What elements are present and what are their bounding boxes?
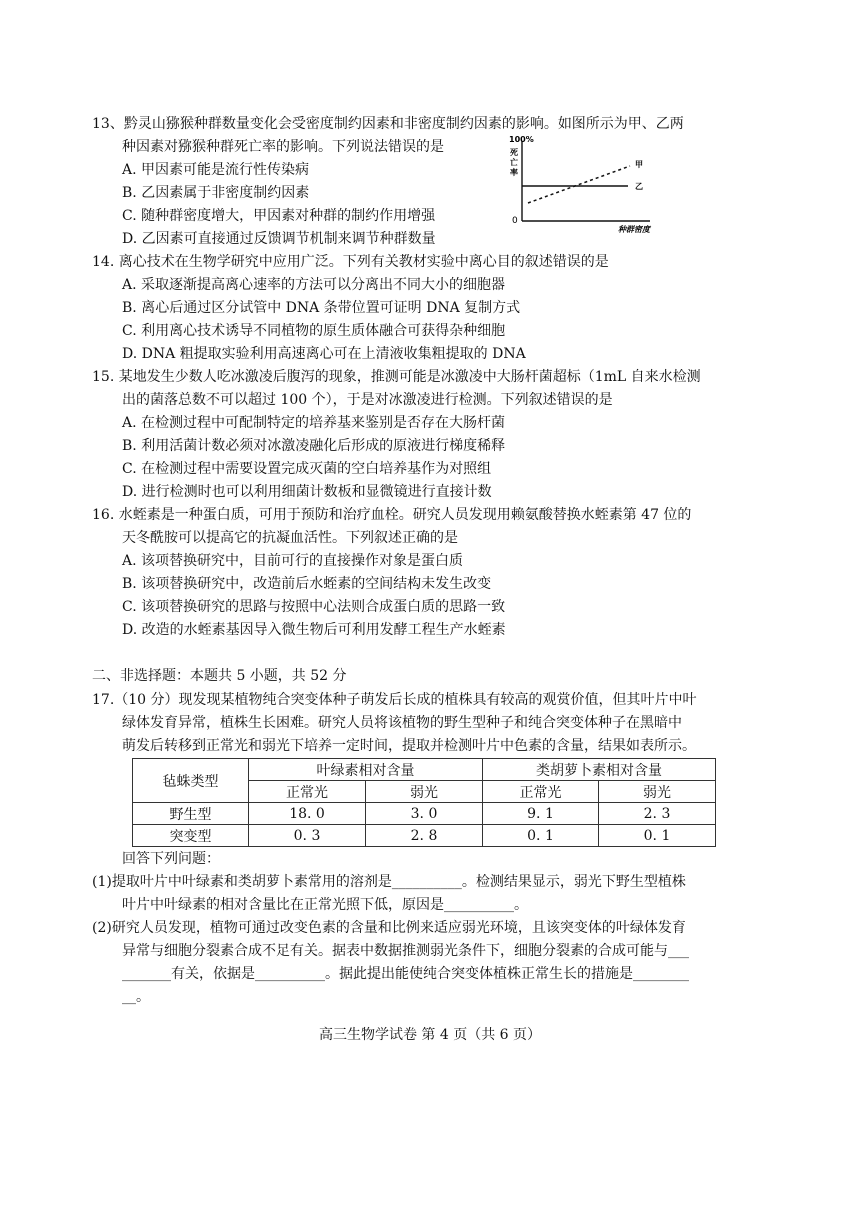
q17-sub1-line2: 叶片中叶绿素的相对含量比在正常光照下低，原因是__________。: [122, 897, 528, 913]
row-name: 野生型: [133, 803, 249, 825]
q16-option-c: C. 该项替换研究的思路与按照中心法则合成蛋白质的思路一致: [122, 599, 506, 615]
q17-prompt: 回答下列问题：: [122, 851, 220, 867]
y-label-2: 亡: [510, 158, 518, 167]
q17-stem-line1: 17.（10 分）现发现某植物纯合突变体种子萌发后长成的植株具有较高的观赏价值，但其叶片中叶: [92, 692, 697, 708]
q13-option-a: A. 甲因素可能是流行性传染病: [122, 162, 310, 178]
table-cell: 18. 0: [249, 803, 366, 825]
q17-sub2-line1: (2)研究人员发现，植物可通过改变色素的含量和比例来适应弱光环境，且该突变体的叶绿体发育: [92, 920, 686, 936]
q13-mortality-figure: [500, 131, 680, 233]
subheader-cell: 弱光: [366, 781, 483, 803]
y-label-3: 率: [510, 168, 518, 177]
series-jia-label: 甲: [635, 160, 643, 169]
q15-option-c: C. 在检测过程中需要设置完成灭菌的空白培养基作为对照组: [122, 461, 492, 477]
q16-option-a: A. 该项替换研究中，目前可行的直接操作对象是蛋白质: [122, 553, 464, 569]
q17-sub2-line3: _______有关，依据是__________。据此提出能使纯合突变体植株正常生长的措施是________: [122, 966, 689, 982]
table-cell: 0. 1: [483, 825, 599, 847]
q14-option-c: C. 利用离心技术诱导不同植物的原生质体融合可获得杂种细胞: [122, 323, 506, 339]
q13-stem-line2: 种因素对猕猴种群死亡率的影响。下列说法错误的是: [122, 139, 444, 155]
q17-sub2-line2: 异常与细胞分裂素合成不足有关。据表中数据推测弱光条件下，细胞分裂素的合成可能与___: [122, 943, 689, 959]
x-axis-label: 种群密度: [618, 225, 650, 233]
series-jia-line: [528, 166, 630, 203]
table-header-row: [133, 759, 716, 781]
q17-stem-line3: 萌发后转移到正常光和弱光下培养一定时间，提取并检测叶片中色素的含量，结果如表所示。: [122, 738, 696, 754]
q15-option-d: D. 进行检测时也可以利用细菌计数板和显微镜进行直接计数: [122, 484, 492, 500]
q15-stem-line2: 出的菌落总数不可以超过 100 个），于是对冰激凌进行检测。下列叙述错误的是: [122, 392, 613, 408]
q17-stem-line2: 绿体发育异常，植株生长困难。研究人员将该植物的野生型种子和纯合突变体种子在黑暗中: [122, 715, 682, 731]
series-yi-label: 乙: [635, 182, 643, 191]
section-heading: 二、非选择题：本题共 5 小题，共 52 分: [92, 668, 347, 684]
q15-stem-line1: 15. 某地发生少数人吃冰激凌后腹泻的现象，推测可能是冰激凌中大肠杆菌超标（1mL 自来水检测: [92, 369, 701, 385]
table-row: [133, 825, 716, 847]
q13-option-d: D. 乙因素可直接通过反馈调节机制来调节种群数量: [122, 231, 436, 247]
q16-option-b: B. 该项替换研究中，改造前后水蛭素的空间结构未发生改变: [122, 576, 492, 592]
table-cell: 3. 0: [366, 803, 483, 825]
q14-option-b: B. 离心后通过区分试管中 DNA 条带位置可证明 DNA 复制方式: [122, 300, 521, 316]
page-footer: 高三生物学试卷 第 4 页（共 6 页）: [318, 1027, 542, 1043]
header-chlorophyll: 叶绿素相对含量: [249, 759, 483, 781]
header-carotenoid: 类胡萝卜素相对含量: [483, 759, 716, 781]
table-cell: 2. 8: [366, 825, 483, 847]
q17-sub1-line1: (1)提取叶片中叶绿素和类胡萝卜素常用的溶剂是__________。检测结果显示，弱光下野生型植株: [92, 874, 686, 890]
q15-option-a: A. 在检测过程中可配制特定的培养基来鉴别是否存在大肠杆菌: [122, 415, 506, 431]
q14-stem: 14. 离心技术在生物学研究中应用广泛。下列有关教材实验中离心目的叙述错误的是: [92, 254, 609, 270]
y-label-1: 死: [510, 148, 518, 157]
q13-option-c: C. 随种群密度增大，甲因素对种群的制约作用增强: [122, 208, 436, 224]
pigment-table: [132, 758, 716, 847]
q15-option-b: B. 利用活菌计数必须对冰激凌融化后形成的原液进行梯度稀释: [122, 438, 506, 454]
subheader-cell: 正常光: [249, 781, 366, 803]
row-name: 突变型: [133, 825, 249, 847]
y-top-label: 100%: [509, 135, 534, 144]
q16-stem-line2: 天冬酰胺可以提高它的抗凝血活性。下列叙述正确的是: [122, 530, 458, 546]
table-cell: 0. 1: [599, 825, 716, 847]
table-row: [133, 803, 716, 825]
subheader-cell: 弱光: [599, 781, 716, 803]
table-cell: 0. 3: [249, 825, 366, 847]
table-cell: 2. 3: [599, 803, 716, 825]
q16-stem-line1: 16. 水蛭素是一种蛋白质，可用于预防和治疗血栓。研究人员发现用赖氨酸替换水蛭素第 47 位的: [92, 507, 692, 523]
table-cell: 9. 1: [483, 803, 599, 825]
q14-option-d: D. DNA 粗提取实验利用高速离心可在上清液收集粗提取的 DNA: [122, 346, 526, 362]
q16-option-d: D. 改造的水蛭素基因导入微生物后可利用发酵工程生产水蛭素: [122, 622, 506, 638]
q14-option-a: A. 采取逐渐提高离心速率的方法可以分离出不同大小的细胞器: [122, 277, 506, 293]
subheader-cell: 正常光: [483, 781, 599, 803]
header-type: 毡蛛类型: [133, 759, 249, 803]
q13-option-b: B. 乙因素属于非密度制约因素: [122, 185, 310, 201]
q17-sub2-line4: __。: [122, 989, 150, 1005]
q13-stem-line1: 13、黔灵山猕猴种群数量变化会受密度制约因素和非密度制约因素的影响。如图所示为甲、乙两: [92, 116, 684, 132]
origin-label: 0: [512, 216, 518, 226]
